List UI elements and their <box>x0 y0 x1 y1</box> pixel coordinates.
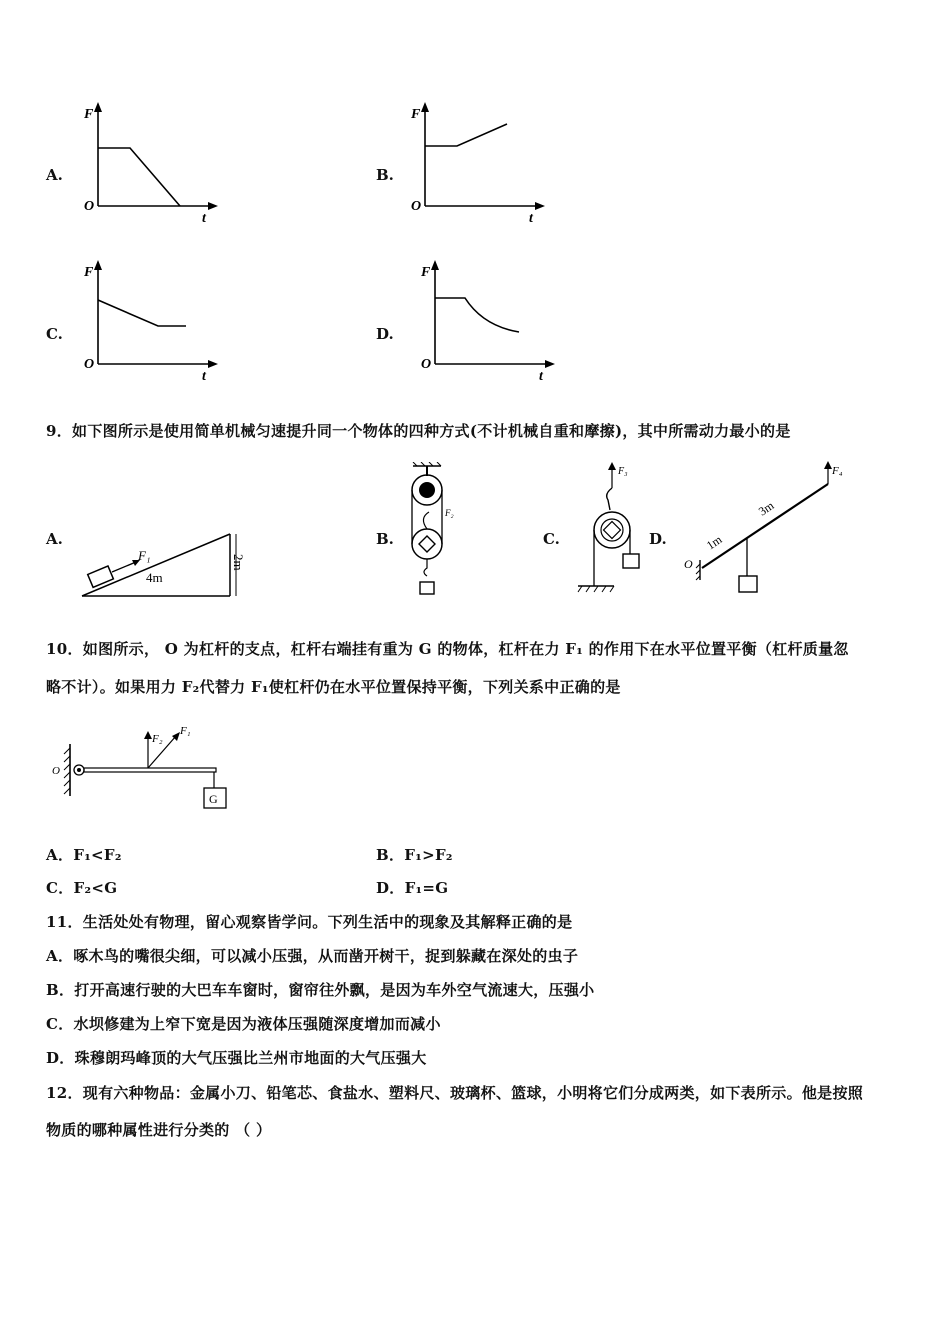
q8-b-f-label: F <box>411 107 421 122</box>
q8-graph-a <box>78 100 218 224</box>
q9-option-a-label: A. <box>46 530 63 548</box>
q9-d-3m-label: 3m <box>755 498 777 519</box>
q10-o-label: O <box>52 765 60 777</box>
q10-option-d: D．F₁=G <box>376 879 449 897</box>
q9-d-1m-label: 1m <box>703 532 725 553</box>
q10-stem-line1: 10．如图所示， O 为杠杆的支点，杠杆右端挂有重为 G 的物体，杠杆在力 F₁ 的作用下在水平位置平衡（杠杆质量忽 <box>46 640 849 658</box>
q11-option-c: C．水坝修建为上窄下宽是因为液体压强随深度增加而减小 <box>46 1015 441 1033</box>
q10-stem-line2: 略不计）。如果用力 F₂代替力 F₁使杠杆仍在水平位置保持平衡，下列关系中正确的是 <box>46 678 621 696</box>
q8-d-o-label: O <box>421 357 432 372</box>
q9-diagram-a-incline <box>78 526 248 602</box>
q8-c-t-label: t <box>202 369 206 382</box>
q9-c-f3-label: F₃ <box>618 466 628 477</box>
q10-option-c: C．F₂<G <box>46 879 118 897</box>
q11-option-b: B．打开高速行驶的大巴车车窗时，窗帘往外飘，是因为车外空气流速大，压强小 <box>46 981 595 999</box>
q8-a-o-label: O <box>84 199 95 214</box>
q8-d-f-label: F <box>421 265 431 280</box>
q9-diagram-c-movable-pulley <box>570 458 652 598</box>
q9-b-f2-label: F₂ <box>445 508 454 518</box>
q9-a-f1-label: F₁ <box>138 548 151 563</box>
q8-option-c-label: C. <box>46 325 63 343</box>
q10-f2-label: F₂ <box>152 733 163 745</box>
q8-c-o-label: O <box>84 357 95 372</box>
q9-diagram-d-lever <box>678 456 858 602</box>
q10-g-label: G <box>209 792 218 806</box>
q8-a-t-label: t <box>202 211 206 224</box>
q9-a-length-label: 4m <box>146 570 163 585</box>
q8-b-o-label: O <box>411 199 422 214</box>
q10-f1-label: F₁ <box>180 725 191 737</box>
q12-stem-line1: 12．现有六种物品：金属小刀、铅笔芯、食盐水、塑料尺、玻璃杯、篮球，小明将它们分成两类，如下表所示。他是按照 <box>46 1084 864 1102</box>
q8-option-a-label: A. <box>46 166 63 184</box>
q10-lever-diagram <box>46 722 246 818</box>
q9-option-b-label: B. <box>376 530 394 548</box>
q8-graph-c <box>78 258 218 382</box>
q8-option-d-label: D. <box>376 325 394 343</box>
q8-d-t-label: t <box>539 369 543 382</box>
q12-stem-line2: 物质的哪种属性进行分类的 （ ） <box>46 1121 272 1139</box>
q9-d-o-label: O <box>684 557 693 571</box>
q9-option-c-label: C. <box>543 530 560 548</box>
q10-option-b: B．F₁>F₂ <box>376 846 453 864</box>
q8-b-t-label: t <box>529 211 533 224</box>
q8-graph-d <box>415 258 555 382</box>
q8-graph-b <box>405 100 545 224</box>
q11-option-d: D．珠穆朗玛峰顶的大气压强比兰州市地面的大气压强大 <box>46 1049 427 1067</box>
q9-option-d-label: D. <box>649 530 667 548</box>
q9-d-f4-label: F₄ <box>832 465 843 477</box>
q9-stem: 9．如下图所示是使用简单机械匀速提升同一个物体的四种方式(不计机械自重和摩擦)，其中所需动力最小的是 <box>46 422 791 440</box>
q8-a-f-label: F <box>84 107 94 122</box>
q9-a-height-label: 2m <box>231 554 246 571</box>
q11-option-a: A．啄木鸟的嘴很尖细，可以减小压强，从而凿开树干，捉到躲藏在深处的虫子 <box>46 947 579 965</box>
q10-option-a: A．F₁<F₂ <box>46 846 122 864</box>
q8-option-b-label: B. <box>376 166 394 184</box>
q8-c-f-label: F <box>84 265 94 280</box>
q9-diagram-b-pulley-system <box>395 462 470 598</box>
q11-stem: 11．生活处处有物理，留心观察皆学问。下列生活中的现象及其解释正确的是 <box>46 913 573 931</box>
